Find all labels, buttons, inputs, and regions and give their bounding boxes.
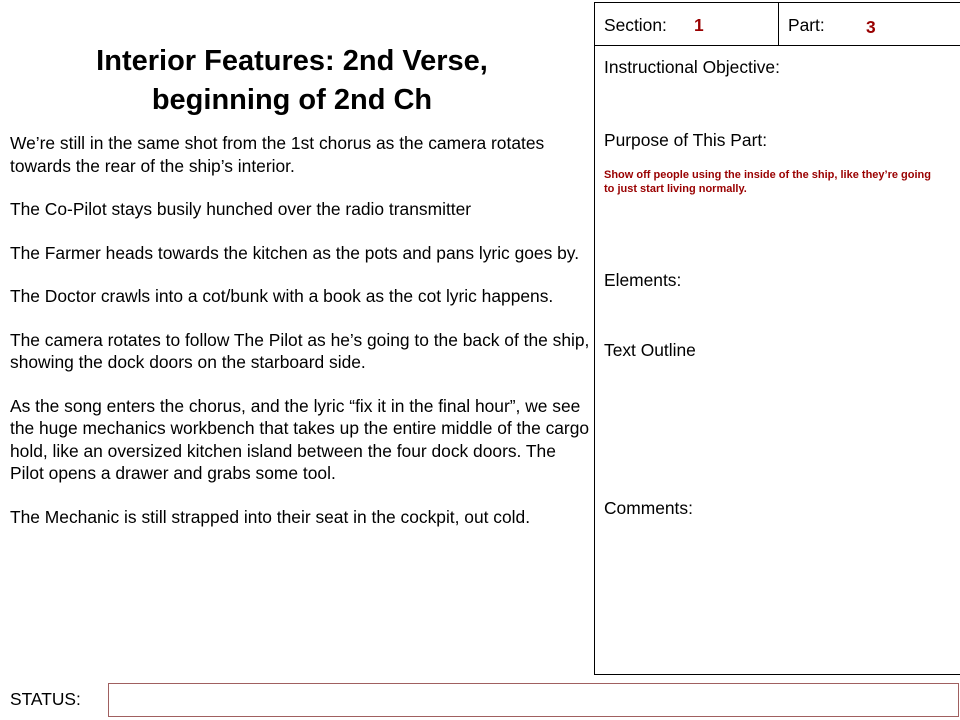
instructional-objective-label: Instructional Objective:: [604, 57, 780, 77]
part-label: Part:: [788, 15, 825, 35]
scene-description: [10, 132, 590, 549]
page-title: [20, 42, 564, 120]
scene-paragraph: As the song enters the chorus, and the lyric “fix it in the final hour”, we see the huge mechanics workbench that takes up the entire middle of the cargo hold, like an oversized kitchen island between the four dock doors. The Pilot opens a drawer and grabs some tool.: [10, 395, 590, 483]
status-field[interactable]: [108, 683, 959, 717]
purpose-text[interactable]: Show off people using the inside of the ship, like they’re going to just start living normally.: [604, 169, 931, 195]
scene-paragraph: The camera rotates to follow The Pilot as he’s going to the back of the ship, showing the dock doors on the starboard side.: [10, 329, 590, 372]
scene-paragraph: We’re still in the same shot from the 1st chorus as the camera rotates towards the rear of the ship’s interior.: [10, 133, 545, 176]
scene-paragraph: The Doctor crawls into a cot/bunk with a book as the cot lyric happens.: [10, 286, 554, 306]
page-title-line-2: beginning of 2nd Ch: [151, 84, 433, 116]
header-divider: [778, 3, 779, 45]
comments-label: Comments:: [604, 498, 693, 518]
status-label: STATUS:: [10, 689, 81, 709]
scene-paragraph: The Co-Pilot stays busily hunched over the radio transmitter: [10, 199, 472, 219]
purpose-label: Purpose of This Part:: [604, 130, 768, 150]
scene-paragraph: The Mechanic is still strapped into their seat in the cockpit, out cold.: [10, 506, 531, 527]
section-value[interactable]: 1: [694, 15, 704, 35]
elements-label: Elements:: [604, 270, 682, 290]
scene-paragraph: The Farmer heads towards the kitchen as the pots and pans lyric goes by.: [10, 242, 580, 263]
page-title-line-1: Interior Features: 2nd Verse,: [96, 45, 488, 77]
info-panel: [594, 2, 960, 675]
section-label: Section:: [604, 15, 667, 35]
part-value[interactable]: 3: [866, 17, 876, 37]
panel-header-row: [595, 3, 960, 46]
text-outline-label: Text Outline: [604, 340, 696, 360]
